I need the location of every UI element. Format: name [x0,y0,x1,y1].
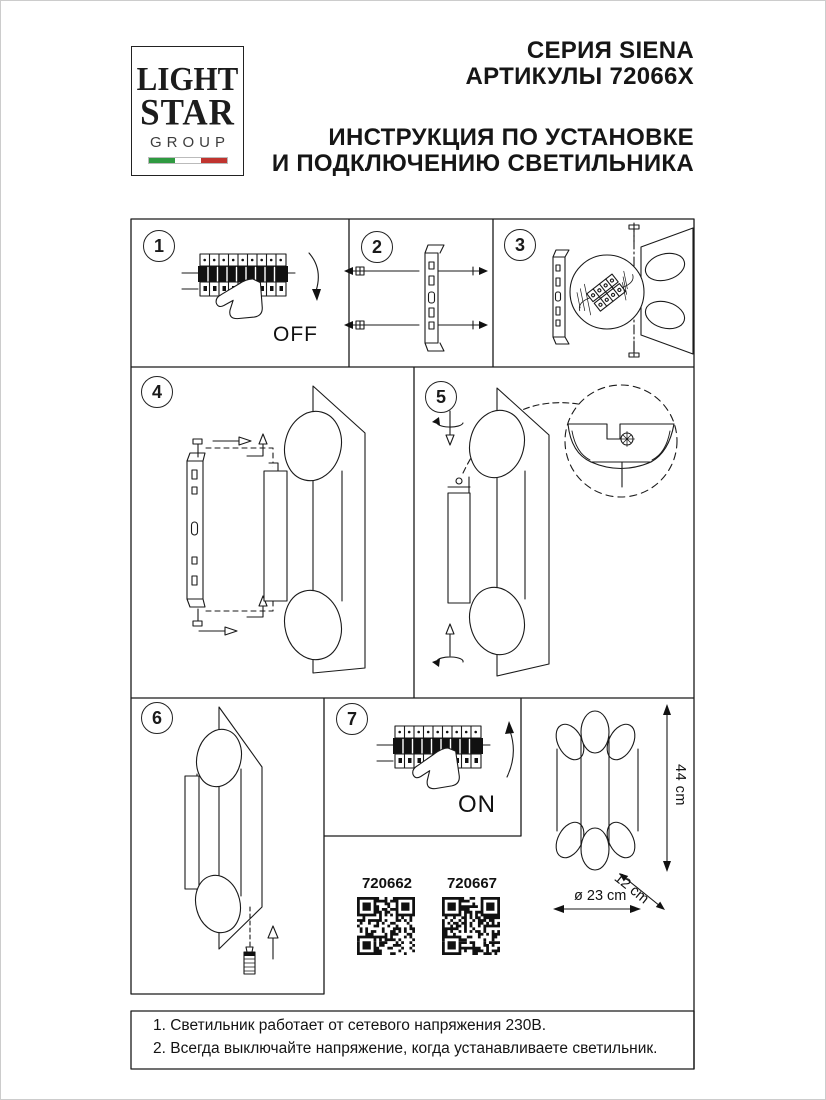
step-4-badge: 4 [141,376,173,408]
doc-title-line1: ИНСТРУКЦИЯ ПО УСТАНОВКЕ [328,124,694,151]
panel2-bracket-drawing [344,245,488,351]
note-line-1: 1. Светильник работает от сетевого напряжения 230В. [153,1017,547,1034]
doc-title-line2: И ПОДКЛЮЧЕНИЮ СВЕТИЛЬНИКА [271,150,694,177]
step-5-badge: 5 [425,381,457,413]
on-label: ON [458,791,496,818]
panel3-mounting-drawing [553,223,693,359]
panel4-install-drawing [187,386,365,673]
brand-logo [131,46,244,176]
panel5-rotate-drawing [432,385,677,676]
note-line-2: 2. Всегда выключайте напряжение, когда устанавливаете светильник. [153,1039,658,1057]
brand-logo-star: STAR [140,92,235,133]
brand-logo-group: GROUP [149,134,230,151]
header [272,38,694,177]
italian-flag-bar [148,157,228,164]
step-6-badge: 6 [141,702,173,734]
height-dimension-label: 44 cm [672,764,688,806]
flag-segment-red [201,158,227,163]
brand-logo-light: LIGHT [136,59,239,98]
off-label: OFF [273,323,318,346]
flag-segment-white [175,158,201,163]
diameter-dimension-label: ø 23 cm [574,888,627,904]
panel6-pullcord-drawing [185,707,278,974]
qr-code-720662 [357,897,415,955]
panel7-breaker-on-drawing [377,721,514,792]
articles-title: АРТИКУЛЫ 72066X [465,63,694,90]
flag-segment-green [149,158,175,163]
series-title: СЕРИЯ SIENA [526,37,694,64]
product-article-1: 720662 [361,875,413,892]
product-article-2: 720667 [446,875,498,892]
qr-code-720667 [442,897,500,955]
step-7-badge: 7 [336,703,368,735]
depth-dimension-label: 12 cm [610,870,652,908]
panel1-breaker-off-drawing [182,253,321,324]
footer-notes [153,1015,657,1060]
step-1-badge: 1 [143,230,175,262]
step-2-badge: 2 [361,231,393,263]
step-3-badge: 3 [504,229,536,261]
